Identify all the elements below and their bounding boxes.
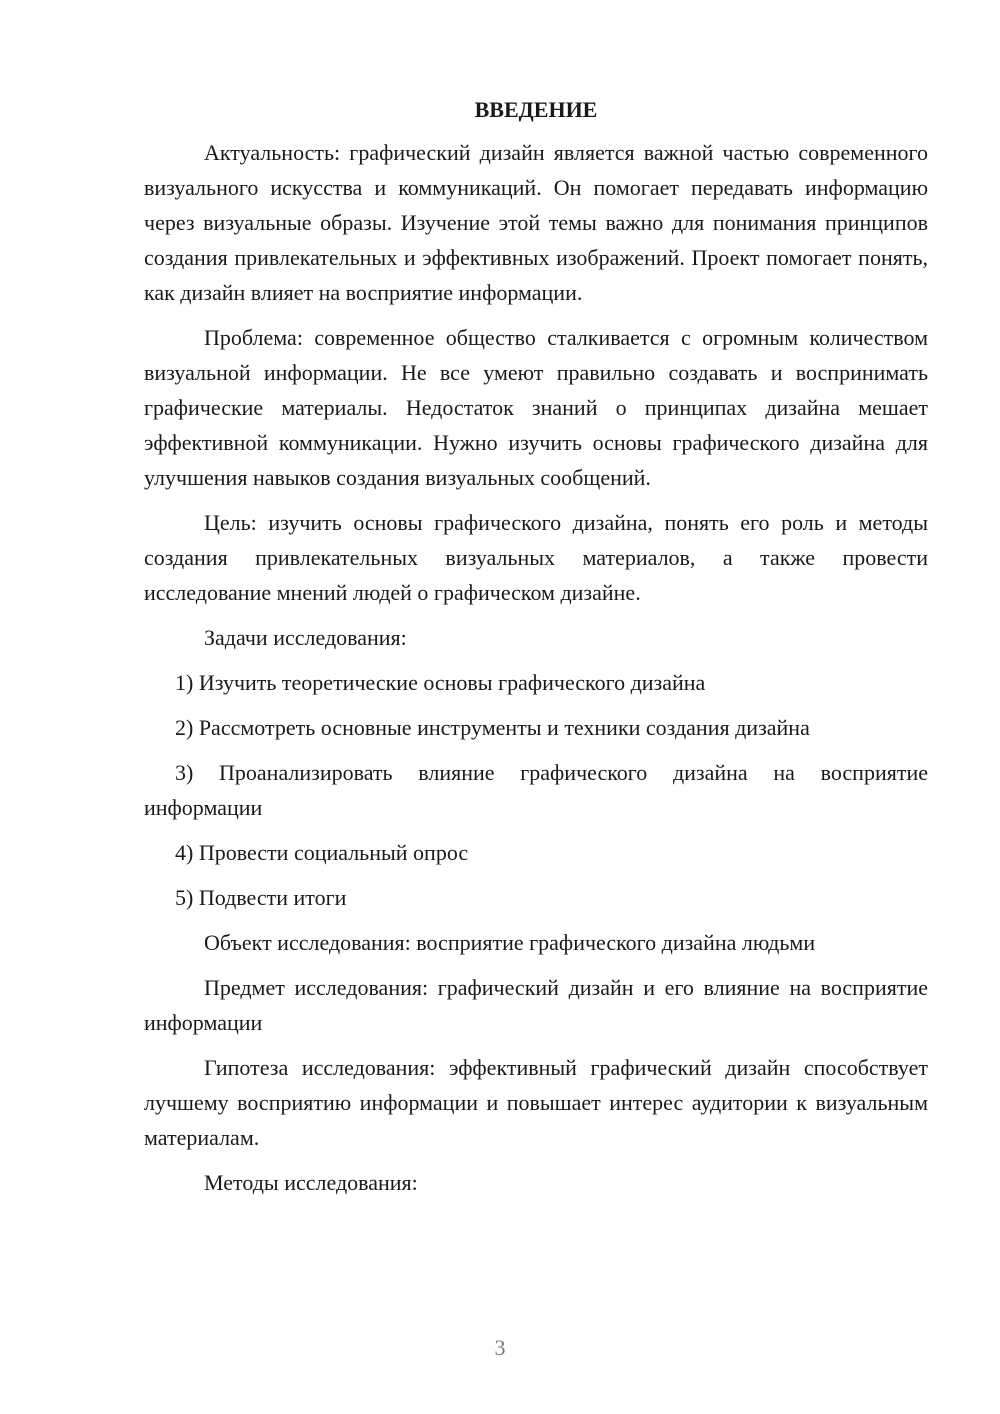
goal-paragraph: Цель: изучить основы графического дизайна, понять его роль и методы создания привлекательных визуальных материалов, а также провести исследование мнений людей о графическом дизайне. (144, 510, 928, 605)
tasks-heading: Задачи исследования: (204, 625, 407, 650)
document-page (144, 92, 928, 1210)
subject-paragraph: Предмет исследования: графический дизайн и его влияние на восприятие информации (144, 975, 928, 1035)
problem-paragraph: Проблема: современное общество сталкивается с огромным количеством визуальной информации. Не все умеют правильно создавать и воспринимать графические материалы. Недостаток знаний о принципах дизайна мешает эффективной коммуникации. Нужно изучить основы графического дизайна для улучшения навыков создания визуальных сообщений. (144, 325, 928, 490)
task-item: 2) Рассмотреть основные инструменты и техники создания дизайна (175, 715, 810, 740)
methods-heading: Методы исследования: (204, 1170, 418, 1195)
object-paragraph: Объект исследования: восприятие графического дизайна людьми (204, 930, 816, 955)
tasks-list (144, 665, 928, 915)
relevance-paragraph: Актуальность: графический дизайн является важной частью современного визуального искусства и коммуникаций. Он помогает передавать информацию через визуальные образы. Изучение этой темы важно для понимания принципов создания привлекательных и эффективных изображений. Проект помогает понять, как дизайн влияет на восприятие информации. (144, 140, 928, 305)
task-item: 1) Изучить теоретические основы графического дизайна (175, 670, 706, 695)
hypothesis-paragraph: Гипотеза исследования: эффективный графический дизайн способствует лучшему восприятию информации и повышает интерес аудитории к визуальным материалам. (144, 1055, 928, 1150)
task-item: 4) Провести социальный опрос (175, 840, 469, 865)
task-item: 5) Подвести итоги (175, 885, 347, 910)
section-title: ВВЕДЕНИЕ (474, 97, 598, 122)
task-item: 3) Проанализировать влияние графического дизайна на восприятие информации (144, 760, 928, 820)
page-number: 3 (494, 1335, 506, 1360)
